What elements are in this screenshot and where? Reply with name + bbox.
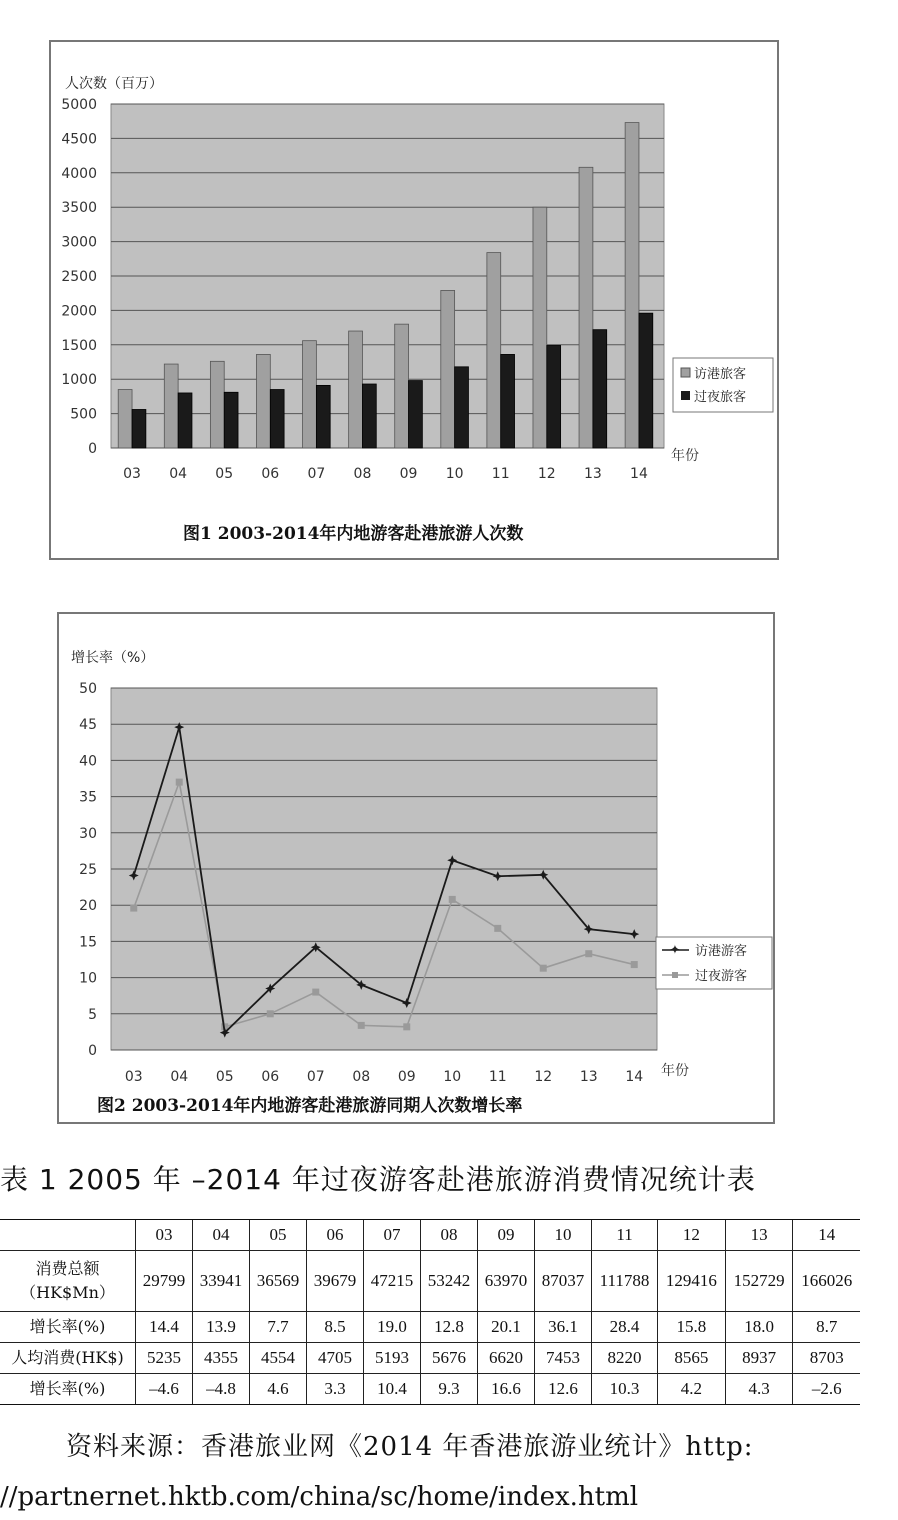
bar-visitors: [395, 324, 409, 448]
y-tick-label: 20: [79, 898, 97, 915]
header-year-cell: 10: [535, 1220, 592, 1251]
legend: [673, 358, 773, 412]
y-tick-label: 10: [79, 970, 97, 987]
legend-label-overnight: 过夜游客: [695, 969, 748, 984]
table-cell: 19.0: [364, 1312, 421, 1343]
table-cell: 10.3: [592, 1374, 658, 1405]
y-tick-label: 0: [88, 441, 97, 457]
table-cell: 12.6: [535, 1374, 592, 1405]
table-cell: 8220: [592, 1343, 658, 1374]
table-cell: 10.4: [364, 1374, 421, 1405]
table-cell: 14.4: [136, 1312, 193, 1343]
bar-chart-svg: [51, 42, 777, 558]
table-row: [0, 1374, 860, 1405]
bar-overnight: [316, 385, 330, 448]
x-tick-label: 07: [306, 1069, 325, 1085]
table-header-row: [0, 1220, 860, 1251]
table-cell: 36569: [250, 1251, 307, 1312]
y-axis-label: 人次数（百万）: [65, 76, 163, 92]
bar-visitors: [303, 341, 317, 448]
table-cell: 152729: [725, 1251, 793, 1312]
table-cell: 5676: [421, 1343, 478, 1374]
y-tick-label: 1500: [61, 337, 97, 354]
table-cell: 8937: [725, 1343, 793, 1374]
table-cell: 4.6: [250, 1374, 307, 1405]
x-tick-label: 09: [399, 466, 418, 482]
bar-visitors: [210, 361, 224, 448]
figure-2-line-chart: [57, 612, 775, 1124]
figure-2-caption: 图2 2003-2014年内地游客赴港旅游同期人次数增长率: [97, 1096, 523, 1116]
bar-overnight: [593, 330, 607, 448]
x-tick-label: 12: [534, 1069, 553, 1085]
header-year-cell: 05: [250, 1220, 307, 1251]
header-year-cell: 13: [725, 1220, 793, 1251]
x-tick-label: 10: [445, 466, 464, 482]
row-label-text: （HK$Mn）: [20, 1283, 115, 1302]
y-tick-label: 2500: [61, 269, 97, 285]
x-tick-label: 06: [261, 466, 280, 482]
bar-overnight: [178, 393, 192, 448]
table-cell: 20.1: [478, 1312, 535, 1343]
table-cell: 18.0: [725, 1312, 793, 1343]
bar-visitors: [579, 167, 593, 448]
table-cell: –4.6: [136, 1374, 193, 1405]
y-tick-label: 500: [70, 406, 97, 423]
x-tick-label: 14: [625, 1069, 644, 1085]
table-cell: 8703: [793, 1343, 860, 1374]
point-overnight: [494, 925, 501, 932]
table-cell: 4355: [193, 1343, 250, 1374]
figure-1-bar-chart: [49, 40, 779, 560]
bar-visitors: [487, 253, 501, 448]
bar-visitors: [349, 331, 363, 448]
header-year-cell: 08: [421, 1220, 478, 1251]
point-overnight: [540, 965, 547, 972]
bar-visitors: [256, 354, 270, 448]
source-url: //partnernet.hktb.com/china/sc/home/index.html: [0, 1482, 639, 1512]
x-tick-label: 03: [123, 466, 141, 482]
table-cell: 13.9: [193, 1312, 250, 1343]
y-tick-label: 4000: [61, 165, 97, 182]
table-cell: 129416: [658, 1251, 726, 1312]
table-cell: 87037: [535, 1251, 592, 1312]
table-cell: 7453: [535, 1343, 592, 1374]
y-tick-label: 2000: [61, 303, 97, 320]
table-cell: 9.3: [421, 1374, 478, 1405]
table-row: [0, 1251, 860, 1312]
table-cell: 36.1: [535, 1312, 592, 1343]
header-year-cell: 04: [193, 1220, 250, 1251]
table-cell: 12.8: [421, 1312, 478, 1343]
row-label-text: 消费总额: [35, 1259, 100, 1278]
table-cell: 53242: [421, 1251, 478, 1312]
y-tick-label: 0: [88, 1043, 97, 1059]
x-tick-label: 07: [307, 466, 326, 482]
bar-visitors: [625, 123, 639, 448]
table-cell: 8565: [658, 1343, 726, 1374]
bar-overnight: [270, 390, 284, 448]
y-tick-label: 30: [79, 825, 97, 842]
point-overnight: [585, 950, 592, 957]
legend: [656, 937, 772, 989]
bar-visitors: [441, 290, 455, 448]
table-cell: 28.4: [592, 1312, 658, 1343]
bar-visitors: [533, 207, 547, 448]
legend-label-visitors: 访港游客: [695, 944, 748, 959]
point-overnight: [449, 896, 456, 903]
y-tick-label: 35: [79, 789, 97, 806]
table-cell: 63970: [478, 1251, 535, 1312]
y-tick-label: 4500: [61, 131, 97, 148]
table-cell: 47215: [364, 1251, 421, 1312]
row-label-cell: [0, 1312, 136, 1343]
x-tick-label: 04: [170, 1069, 189, 1085]
table-cell: –2.6: [793, 1374, 860, 1405]
bar-overnight: [132, 409, 146, 448]
x-tick-label: 05: [215, 466, 234, 482]
row-label-text: 增长率(%): [29, 1317, 106, 1336]
table-cell: 111788: [592, 1251, 658, 1312]
header-year-cell: 12: [658, 1220, 726, 1251]
table-cell: 4554: [250, 1343, 307, 1374]
point-overnight: [130, 905, 137, 912]
bar-visitors: [118, 390, 132, 448]
legend-label-visitors: 访港旅客: [694, 367, 747, 382]
bar-overnight: [455, 367, 469, 448]
x-tick-label: 10: [443, 1069, 462, 1085]
x-tick-label: 03: [124, 1069, 143, 1085]
row-label-cell: [0, 1251, 136, 1312]
table-row: [0, 1312, 860, 1343]
y-tick-label: 40: [79, 753, 97, 770]
x-tick-label: 04: [169, 466, 188, 482]
point-overnight: [403, 1023, 410, 1030]
point-overnight: [176, 779, 183, 786]
x-tick-label: 13: [583, 466, 602, 482]
bar-visitors: [164, 364, 178, 448]
consumption-table: [0, 1219, 860, 1405]
x-axis-label: 年份: [661, 1063, 689, 1079]
legend-swatch-visitors: [681, 368, 690, 377]
x-tick-label: 08: [353, 466, 372, 482]
table-cell: 33941: [193, 1251, 250, 1312]
table-cell: 16.6: [478, 1374, 535, 1405]
x-tick-label: 14: [630, 466, 648, 482]
header-year-cell: 09: [478, 1220, 535, 1251]
table-cell: 4.3: [725, 1374, 793, 1405]
row-label-text: 增长率(%): [29, 1379, 106, 1398]
bar-overnight: [224, 392, 238, 448]
table-title: 表 1 2005 年 –2014 年过夜游客赴港旅游消费情况统计表: [0, 1163, 756, 1196]
y-tick-label: 45: [79, 717, 97, 734]
bar-overnight: [639, 313, 653, 448]
header-year-cell: 11: [592, 1220, 658, 1251]
row-label-cell: [0, 1374, 136, 1405]
y-tick-label: 5: [88, 1006, 97, 1023]
bar-overnight: [362, 384, 376, 448]
legend-label-overnight: 过夜旅客: [694, 390, 747, 405]
x-tick-label: 08: [352, 1069, 371, 1085]
y-tick-label: 15: [79, 934, 97, 951]
source-note: 资料来源：香港旅业网《2014 年香港旅游业统计》http:: [66, 1432, 754, 1462]
header-year-cell: 14: [793, 1220, 860, 1251]
line-chart-svg: [59, 614, 773, 1122]
table-cell: 3.3: [307, 1374, 364, 1405]
y-tick-label: 3500: [61, 200, 97, 217]
header-year-cell: 06: [307, 1220, 364, 1251]
x-axis-label: 年份: [671, 448, 699, 464]
table-cell: 4705: [307, 1343, 364, 1374]
y-tick-label: 50: [79, 681, 97, 697]
table-cell: 166026: [793, 1251, 860, 1312]
row-label-text: 人均消费(HK$): [11, 1348, 124, 1367]
x-tick-label: 06: [261, 1069, 280, 1085]
table-cell: 8.7: [793, 1312, 860, 1343]
x-tick-label: 11: [491, 466, 510, 482]
point-overnight: [358, 1022, 365, 1029]
table-cell: 15.8: [658, 1312, 726, 1343]
table-cell: 4.2: [658, 1374, 726, 1405]
table-cell: 8.5: [307, 1312, 364, 1343]
table-cell: 5193: [364, 1343, 421, 1374]
bar-overnight: [547, 345, 561, 448]
table-cell: –4.8: [193, 1374, 250, 1405]
bar-overnight: [409, 381, 423, 448]
y-axis-label: 增长率（%）: [71, 650, 155, 666]
y-tick-label: 3000: [61, 234, 97, 251]
x-tick-label: 05: [215, 1069, 234, 1085]
header-corner-cell: [0, 1220, 136, 1251]
table-cell: 29799: [136, 1251, 193, 1312]
y-tick-label: 5000: [61, 97, 97, 113]
table-row: [0, 1343, 860, 1374]
x-tick-label: 09: [397, 1069, 416, 1085]
point-overnight: [312, 989, 319, 996]
point-overnight: [631, 961, 638, 968]
figure-1-caption: 图1 2003-2014年内地游客赴港旅游人次数: [183, 524, 524, 544]
header-year-cell: 03: [136, 1220, 193, 1251]
header-year-cell: 07: [364, 1220, 421, 1251]
table-cell: 6620: [478, 1343, 535, 1374]
y-tick-label: 1000: [61, 372, 97, 389]
legend-swatch-overnight: [681, 391, 690, 400]
x-tick-label: 11: [488, 1069, 507, 1085]
bar-overnight: [501, 354, 515, 448]
table-cell: 39679: [307, 1251, 364, 1312]
table-cell: 7.7: [250, 1312, 307, 1343]
table-cell: 5235: [136, 1343, 193, 1374]
x-tick-label: 13: [579, 1069, 598, 1085]
y-tick-label: 25: [79, 862, 97, 878]
point-overnight: [267, 1010, 274, 1017]
svg-text:✦: ✦: [669, 943, 681, 958]
x-tick-label: 12: [537, 466, 556, 482]
row-label-cell: [0, 1343, 136, 1374]
